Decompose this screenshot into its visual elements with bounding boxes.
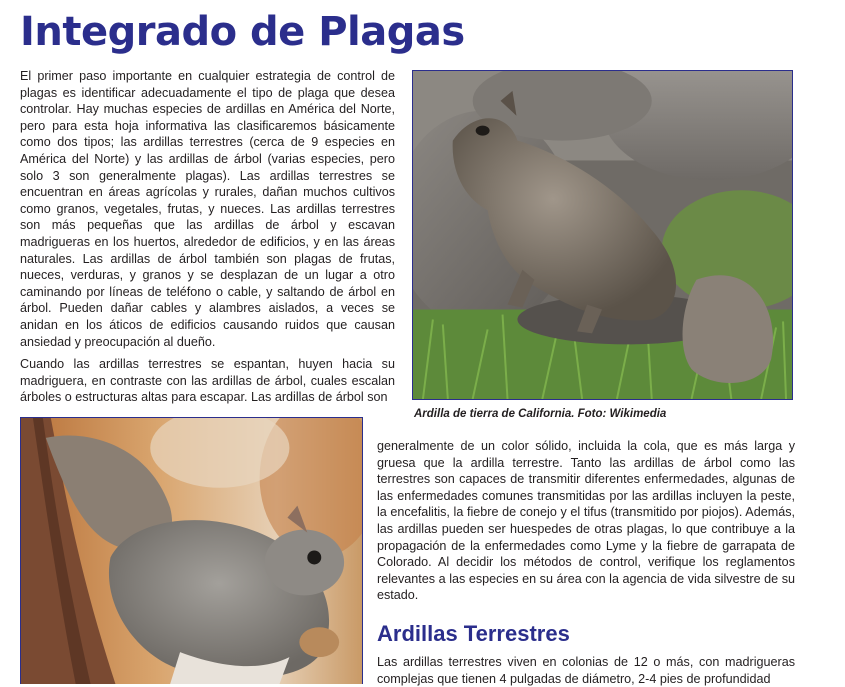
photo1-caption: Ardilla de tierra de California. Foto: Wikimedia: [414, 408, 667, 420]
body-paragraph-1: El primer paso importante en cualquier estrategia de control de plagas es identificar adecuadamente el tipo de plaga que desea controlar. Hay muchas especies de ardillas en América del Norte, pero para esta hoja informativa las clasificaremos básicamente como dos tipos; las ardillas terrestres (cerca de 9 especies en América del Norte) y las ardillas de árbol (varias especies, pero solo 3 son generalmente plagas). Las ardillas terrestres se encuentran en áreas agrícolas y rurales, dañan muchos cultivos como granos, vegetales, frutas, y nueces. Las ardillas terrestres son más pequeñas que las ardillas de árbol y escavan madrigueras en los huertos, alrededor de edificios, y en las áreas naturales. Las ardillas de árbol también son plagas de frutas, nueces, verduras, y granos y se desplazan de un lugar a otro caminando por líneas de teléfono o cable, y saltando de árbol en árbol. Pueden dañar cables y alambres aislados, a veces se anidan en los áticos de edificios causando ruidos que causan ansiedad y preocupación al dueño.: [20, 69, 395, 349]
body-paragraph-4: Las ardillas terrestres viven en colonias de 12 o más, con madrigueras complejas que tienen 4 pulgadas de diámetro, 2-4 pies de profundidad: [377, 655, 795, 686]
section-heading-ground-squirrels: Ardillas Terrestres: [377, 621, 570, 646]
body-paragraph-2: Cuando las ardillas terrestres se espantan, huyen hacia su madriguera, en contraste con las ardillas de árbol, cuales escalan árboles o estructuras altas para escapar. Las ardillas de árbol son: [20, 357, 395, 405]
ground-squirrel-photo: [412, 70, 793, 400]
ground-squirrel-image: [413, 71, 792, 399]
tree-squirrel-photo: [20, 417, 363, 684]
page-title: Integrado de Plagas: [20, 9, 465, 55]
body-paragraph-3: generalmente de un color sólido, incluida la cola, que es más larga y gruesa que la ardilla terrestre. Tanto las ardillas de árbol como las terrestres son capaces de transmitir diferentes enfermedades, algunas de las enfermedades comunes transmitidas por las ardillas incluyen la peste, la encefalitis, la fiebre de conejo y el tifus (transmitido por piojos). Además, las ardillas pueden ser huespedes de otras plagas, lo que contribuye a la propagación de la enfermedades como Lyme y la fiebre de garrapata de Colorado. Al decidir los métodos de control, verifique los reglamentos relevantes a las especies en su área con la agencia de vida silvestre de su estado.: [377, 439, 795, 603]
tree-squirrel-image: [21, 418, 362, 684]
